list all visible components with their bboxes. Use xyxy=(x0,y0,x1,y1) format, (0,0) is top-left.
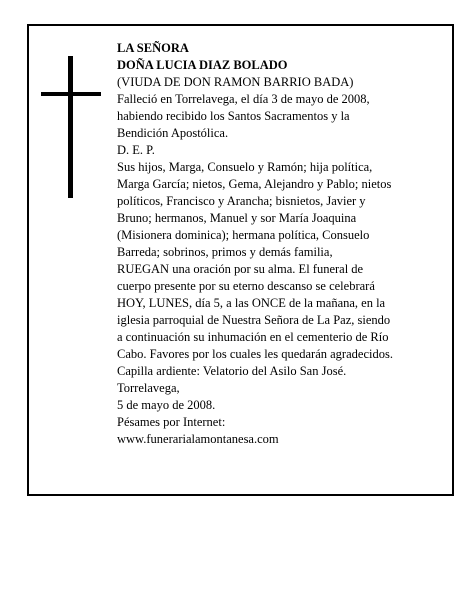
notice-heading: LA SEÑORA xyxy=(117,41,189,55)
notice-line: D. E. P. xyxy=(117,143,155,157)
notice-line: políticos, Francisco y Arancha; bisnietos, Javier y xyxy=(117,194,366,208)
notice-line: Pésames por Internet: xyxy=(117,415,226,429)
website-link[interactable]: www.funerarialamontanesa.com xyxy=(117,432,279,446)
notice-line: habiendo recibido los Santos Sacramentos y la xyxy=(117,109,350,123)
notice-line: (VIUDA DE DON RAMON BARRIO BADA) xyxy=(117,75,354,89)
notice-line: cuerpo presente por su eterno descanso se celebrará xyxy=(117,279,375,293)
cross-vertical-bar xyxy=(68,56,73,198)
notice-line: Cabo. Favores por los cuales les quedarán agradecidos. xyxy=(117,347,393,361)
notice-line: Sus hijos, Marga, Consuelo y Ramón; hija política, xyxy=(117,160,373,174)
notice-line: a continuación su inhumación en el cementerio de Río xyxy=(117,330,389,344)
cross-icon xyxy=(41,56,101,198)
notice-line: Barreda; sobrinos, primos y demás familia, xyxy=(117,245,333,259)
notice-line: Marga García; nietos, Gema, Alejandro y Pablo; nietos xyxy=(117,177,392,191)
notice-line: RUEGAN una oración por su alma. El funeral de xyxy=(117,262,364,276)
notice-line: (Misionera dominica); hermana política, Consuelo xyxy=(117,228,370,242)
deceased-name: DOÑA LUCIA DIAZ BOLADO xyxy=(117,58,288,72)
notice-line: Bendición Apostólica. xyxy=(117,126,229,140)
notice-line: Capilla ardiente: Velatorio del Asilo San José. xyxy=(117,364,347,378)
notice-line: HOY, LUNES, día 5, a las ONCE de la mañana, en la xyxy=(117,296,386,310)
cross-horizontal-bar xyxy=(41,92,101,96)
notice-line: 5 de mayo de 2008. xyxy=(117,398,216,412)
notice-line: iglesia parroquial de Nuestra Señora de La Paz, siendo xyxy=(117,313,391,327)
notice-line: Falleció en Torrelavega, el día 3 de mayo de 2008, xyxy=(117,92,370,106)
notice-line: Torrelavega, xyxy=(117,381,180,395)
notice-text xyxy=(117,40,447,448)
notice-line: Bruno; hermanos, Manuel y sor María Joaquina xyxy=(117,211,357,225)
obituary-notice xyxy=(27,24,454,496)
